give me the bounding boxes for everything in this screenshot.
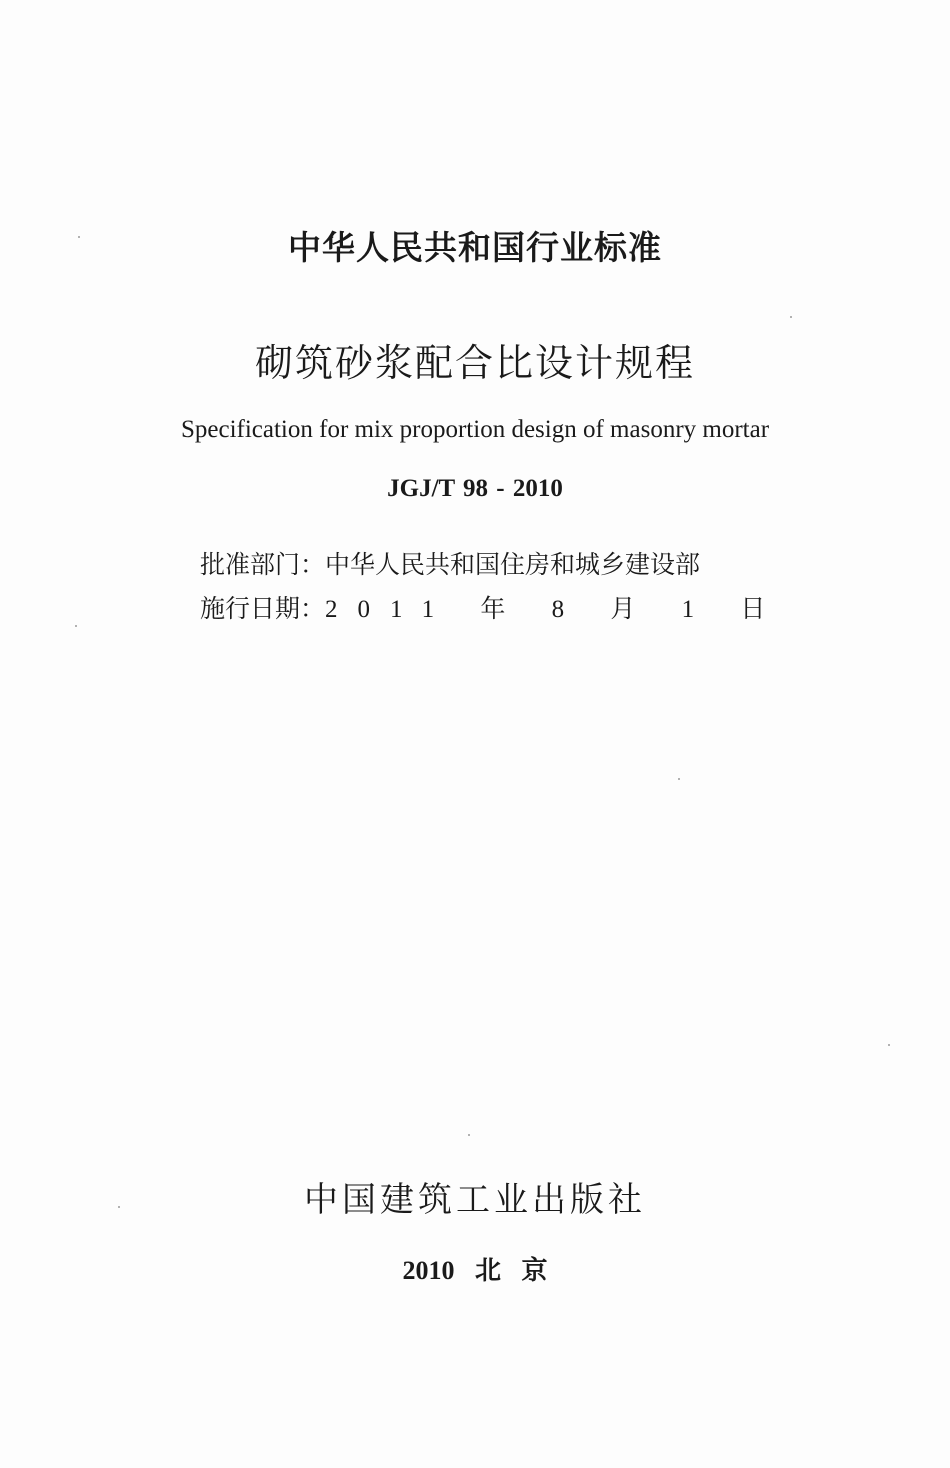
effective-value: 2011 年 8 月 1 日: [325, 596, 786, 623]
scan-speck: [678, 778, 680, 780]
publisher-name: 中国建筑工业出版社: [304, 1180, 646, 1220]
effective-label: 施行日期：: [200, 594, 326, 623]
effective-date: [200, 589, 785, 625]
scan-speck: [468, 1134, 470, 1136]
scan-speck: [118, 1206, 120, 1208]
approval-department: [200, 545, 700, 581]
publication-year-city: 2010 北 京: [402, 1256, 548, 1285]
title-chinese: 砌筑砂浆配合比设计规程: [254, 341, 695, 385]
standard-type-heading: 中华人民共和国行业标准: [288, 228, 662, 267]
approval-value: 中华人民共和国住房和城乡建设部: [325, 550, 701, 579]
scan-speck: [888, 1044, 890, 1046]
standard-code: JGJ/T 98 - 2010: [387, 475, 563, 502]
approval-label: 批准部门：: [200, 550, 326, 579]
scan-speck: [790, 316, 792, 318]
title-english: Specification for mix proportion design of masonry mortar: [180, 416, 770, 443]
scan-speck: [75, 625, 77, 627]
scan-speck: [78, 236, 80, 238]
